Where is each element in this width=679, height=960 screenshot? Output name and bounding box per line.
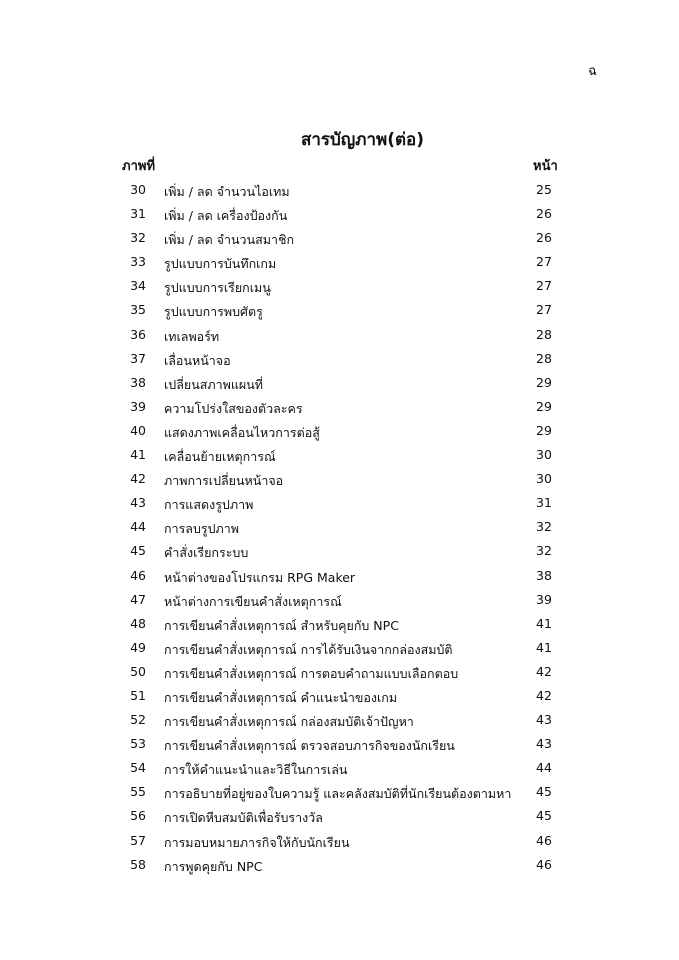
list-item xyxy=(0,685,679,709)
list-item xyxy=(0,492,679,516)
page-reference: 41 xyxy=(536,639,552,655)
list-item xyxy=(0,420,679,444)
figure-number: 32 xyxy=(130,230,146,246)
figure-number: 47 xyxy=(130,591,146,607)
figure-number: 51 xyxy=(130,687,146,703)
list-item xyxy=(0,227,679,251)
list-item xyxy=(0,757,679,781)
figure-caption: เพิ่ม / ลด จำนวนสมาชิก xyxy=(164,232,295,248)
list-item xyxy=(0,613,679,637)
list-item xyxy=(0,805,679,829)
figure-number: 46 xyxy=(130,567,146,583)
figure-caption: หน้าต่างของโปรแกรม RPG Maker xyxy=(164,569,356,585)
page-reference: 27 xyxy=(536,254,552,270)
figure-caption: เปลี่ยนสภาพแผนที่ xyxy=(164,376,264,392)
figure-caption: เพิ่ม / ลด เครื่องป้องกัน xyxy=(164,208,288,224)
figure-number: 49 xyxy=(130,639,146,655)
figure-caption: เทเลพอร์ท xyxy=(164,328,220,344)
page-reference: 32 xyxy=(536,519,552,535)
list-item xyxy=(0,468,679,492)
page-reference: 32 xyxy=(536,543,552,559)
figure-number: 56 xyxy=(130,808,146,824)
page-reference: 45 xyxy=(536,784,552,800)
page-reference: 46 xyxy=(536,832,552,848)
list-item xyxy=(0,540,679,564)
list-item xyxy=(0,251,679,275)
figure-number: 40 xyxy=(130,422,146,438)
column-header-figure: ภาพที่ xyxy=(122,159,156,174)
page-reference: 30 xyxy=(536,447,552,463)
page-reference: 27 xyxy=(536,302,552,318)
page-reference: 44 xyxy=(536,760,552,776)
list-item xyxy=(0,709,679,733)
column-header-page: หน้า xyxy=(533,159,558,174)
figure-number: 50 xyxy=(130,663,146,679)
figure-caption: หน้าต่างการเขียนคำสั่งเหตุการณ์ xyxy=(164,593,342,609)
figure-number: 57 xyxy=(130,832,146,848)
page-reference: 29 xyxy=(536,374,552,390)
list-item xyxy=(0,565,679,589)
figure-caption: คำสั่งเรียกระบบ xyxy=(164,545,249,561)
figure-number: 34 xyxy=(130,278,146,294)
figure-list xyxy=(0,179,679,878)
page-reference: 29 xyxy=(536,422,552,438)
figure-caption: เพิ่ม / ลด จำนวนไอเทม xyxy=(164,184,290,199)
figure-number: 54 xyxy=(130,760,146,776)
figure-number: 43 xyxy=(130,495,146,511)
figure-number: 36 xyxy=(130,326,146,342)
list-item xyxy=(0,637,679,661)
figure-number: 44 xyxy=(130,519,146,535)
list-item xyxy=(0,516,679,540)
page-reference: 42 xyxy=(536,663,552,679)
list-item xyxy=(0,372,679,396)
page-reference: 25 xyxy=(536,182,552,197)
figure-number: 38 xyxy=(130,374,146,390)
page-reference: 29 xyxy=(536,398,552,414)
list-item xyxy=(0,299,679,323)
page-reference: 42 xyxy=(536,687,552,703)
list-item xyxy=(0,781,679,805)
figure-caption: การแสดงรูปภาพ xyxy=(164,497,254,513)
figure-number: 42 xyxy=(130,471,146,487)
list-item xyxy=(0,179,679,203)
list-item xyxy=(0,830,679,854)
page-reference: 31 xyxy=(536,495,552,511)
figure-caption: รูปแบบการบันทึกเกม xyxy=(164,256,277,272)
list-item xyxy=(0,589,679,613)
page-reference: 27 xyxy=(536,278,552,294)
figure-caption: การเขียนคำสั่งเหตุการณ์ สำหรับคุยกับ NPC xyxy=(164,617,399,633)
figure-number: 35 xyxy=(130,302,146,318)
page-number: ฉ xyxy=(588,64,597,79)
figure-caption: รูปแบบการพบศัตรู xyxy=(164,304,263,320)
list-item xyxy=(0,275,679,299)
page-reference: 43 xyxy=(536,736,552,752)
figure-number: 45 xyxy=(130,543,146,559)
page-reference: 43 xyxy=(536,712,552,728)
figure-caption: การเขียนคำสั่งเหตุการณ์ การได้รับเงินจากกล่องสมบัติ xyxy=(164,641,453,657)
figure-caption: เลื่อนหน้าจอ xyxy=(164,352,231,368)
figure-caption: ความโปร่งใสของตัวละคร xyxy=(164,400,303,416)
figure-caption: เคลื่อนย้ายเหตุการณ์ xyxy=(164,449,276,465)
figure-number: 30 xyxy=(130,182,146,197)
list-item xyxy=(0,444,679,468)
figure-caption: การเขียนคำสั่งเหตุการณ์ การตอบคำถามแบบเลือกตอบ xyxy=(164,665,459,681)
page-title: สารบัญภาพ(ต่อ) xyxy=(300,130,425,150)
list-item xyxy=(0,661,679,685)
figure-number: 33 xyxy=(130,254,146,270)
figure-caption: การอธิบายที่อยู่ของใบความรู้ และคลังสมบัติที่นักเรียนต้องตามหา xyxy=(164,786,512,802)
figure-caption: การพูดคุยกับ NPC xyxy=(164,858,263,874)
figure-caption: รูปแบบการเรียกเมนู xyxy=(164,280,271,296)
list-item xyxy=(0,733,679,757)
figure-caption: การลบรูปภาพ xyxy=(164,521,240,537)
figure-caption: การเปิดหีบสมบัติเพื่อรับรางวัล xyxy=(164,810,323,826)
page-reference: 26 xyxy=(536,230,552,246)
figure-number: 37 xyxy=(130,350,146,366)
figure-number: 48 xyxy=(130,615,146,631)
list-item xyxy=(0,854,679,878)
figure-caption: การเขียนคำสั่งเหตุการณ์ คำแนะนำของเกม xyxy=(164,689,398,705)
figure-caption: แสดงภาพเคลื่อนไหวการต่อสู้ xyxy=(164,424,320,440)
page-reference: 39 xyxy=(536,591,552,607)
list-item xyxy=(0,348,679,372)
list-item xyxy=(0,203,679,227)
figure-caption: การให้คำแนะนำและวิธีในการเล่น xyxy=(164,762,348,778)
page-reference: 46 xyxy=(536,856,552,872)
page-reference: 28 xyxy=(536,350,552,366)
figure-caption: การเขียนคำสั่งเหตุการณ์ ตรวจสอบภารกิจของนักเรียน xyxy=(164,738,455,754)
figure-number: 31 xyxy=(130,206,146,222)
figure-number: 53 xyxy=(130,736,146,752)
page-reference: 26 xyxy=(536,206,552,222)
figure-caption: การมอบหมายภารกิจให้กับนักเรียน xyxy=(164,834,350,850)
figure-caption: การเขียนคำสั่งเหตุการณ์ กล่องสมบัติเจ้าปัญหา xyxy=(164,714,414,730)
figure-number: 52 xyxy=(130,712,146,728)
figure-caption: ภาพการเปลี่ยนหน้าจอ xyxy=(164,473,284,489)
page-reference: 30 xyxy=(536,471,552,487)
list-item xyxy=(0,396,679,420)
figure-number: 39 xyxy=(130,398,146,414)
list-item xyxy=(0,324,679,348)
page-reference: 41 xyxy=(536,615,552,631)
figure-number: 41 xyxy=(130,447,146,463)
figure-number: 55 xyxy=(130,784,146,800)
page-reference: 38 xyxy=(536,567,552,583)
page-reference: 28 xyxy=(536,326,552,342)
page-reference: 45 xyxy=(536,808,552,824)
figure-number: 58 xyxy=(130,856,146,872)
